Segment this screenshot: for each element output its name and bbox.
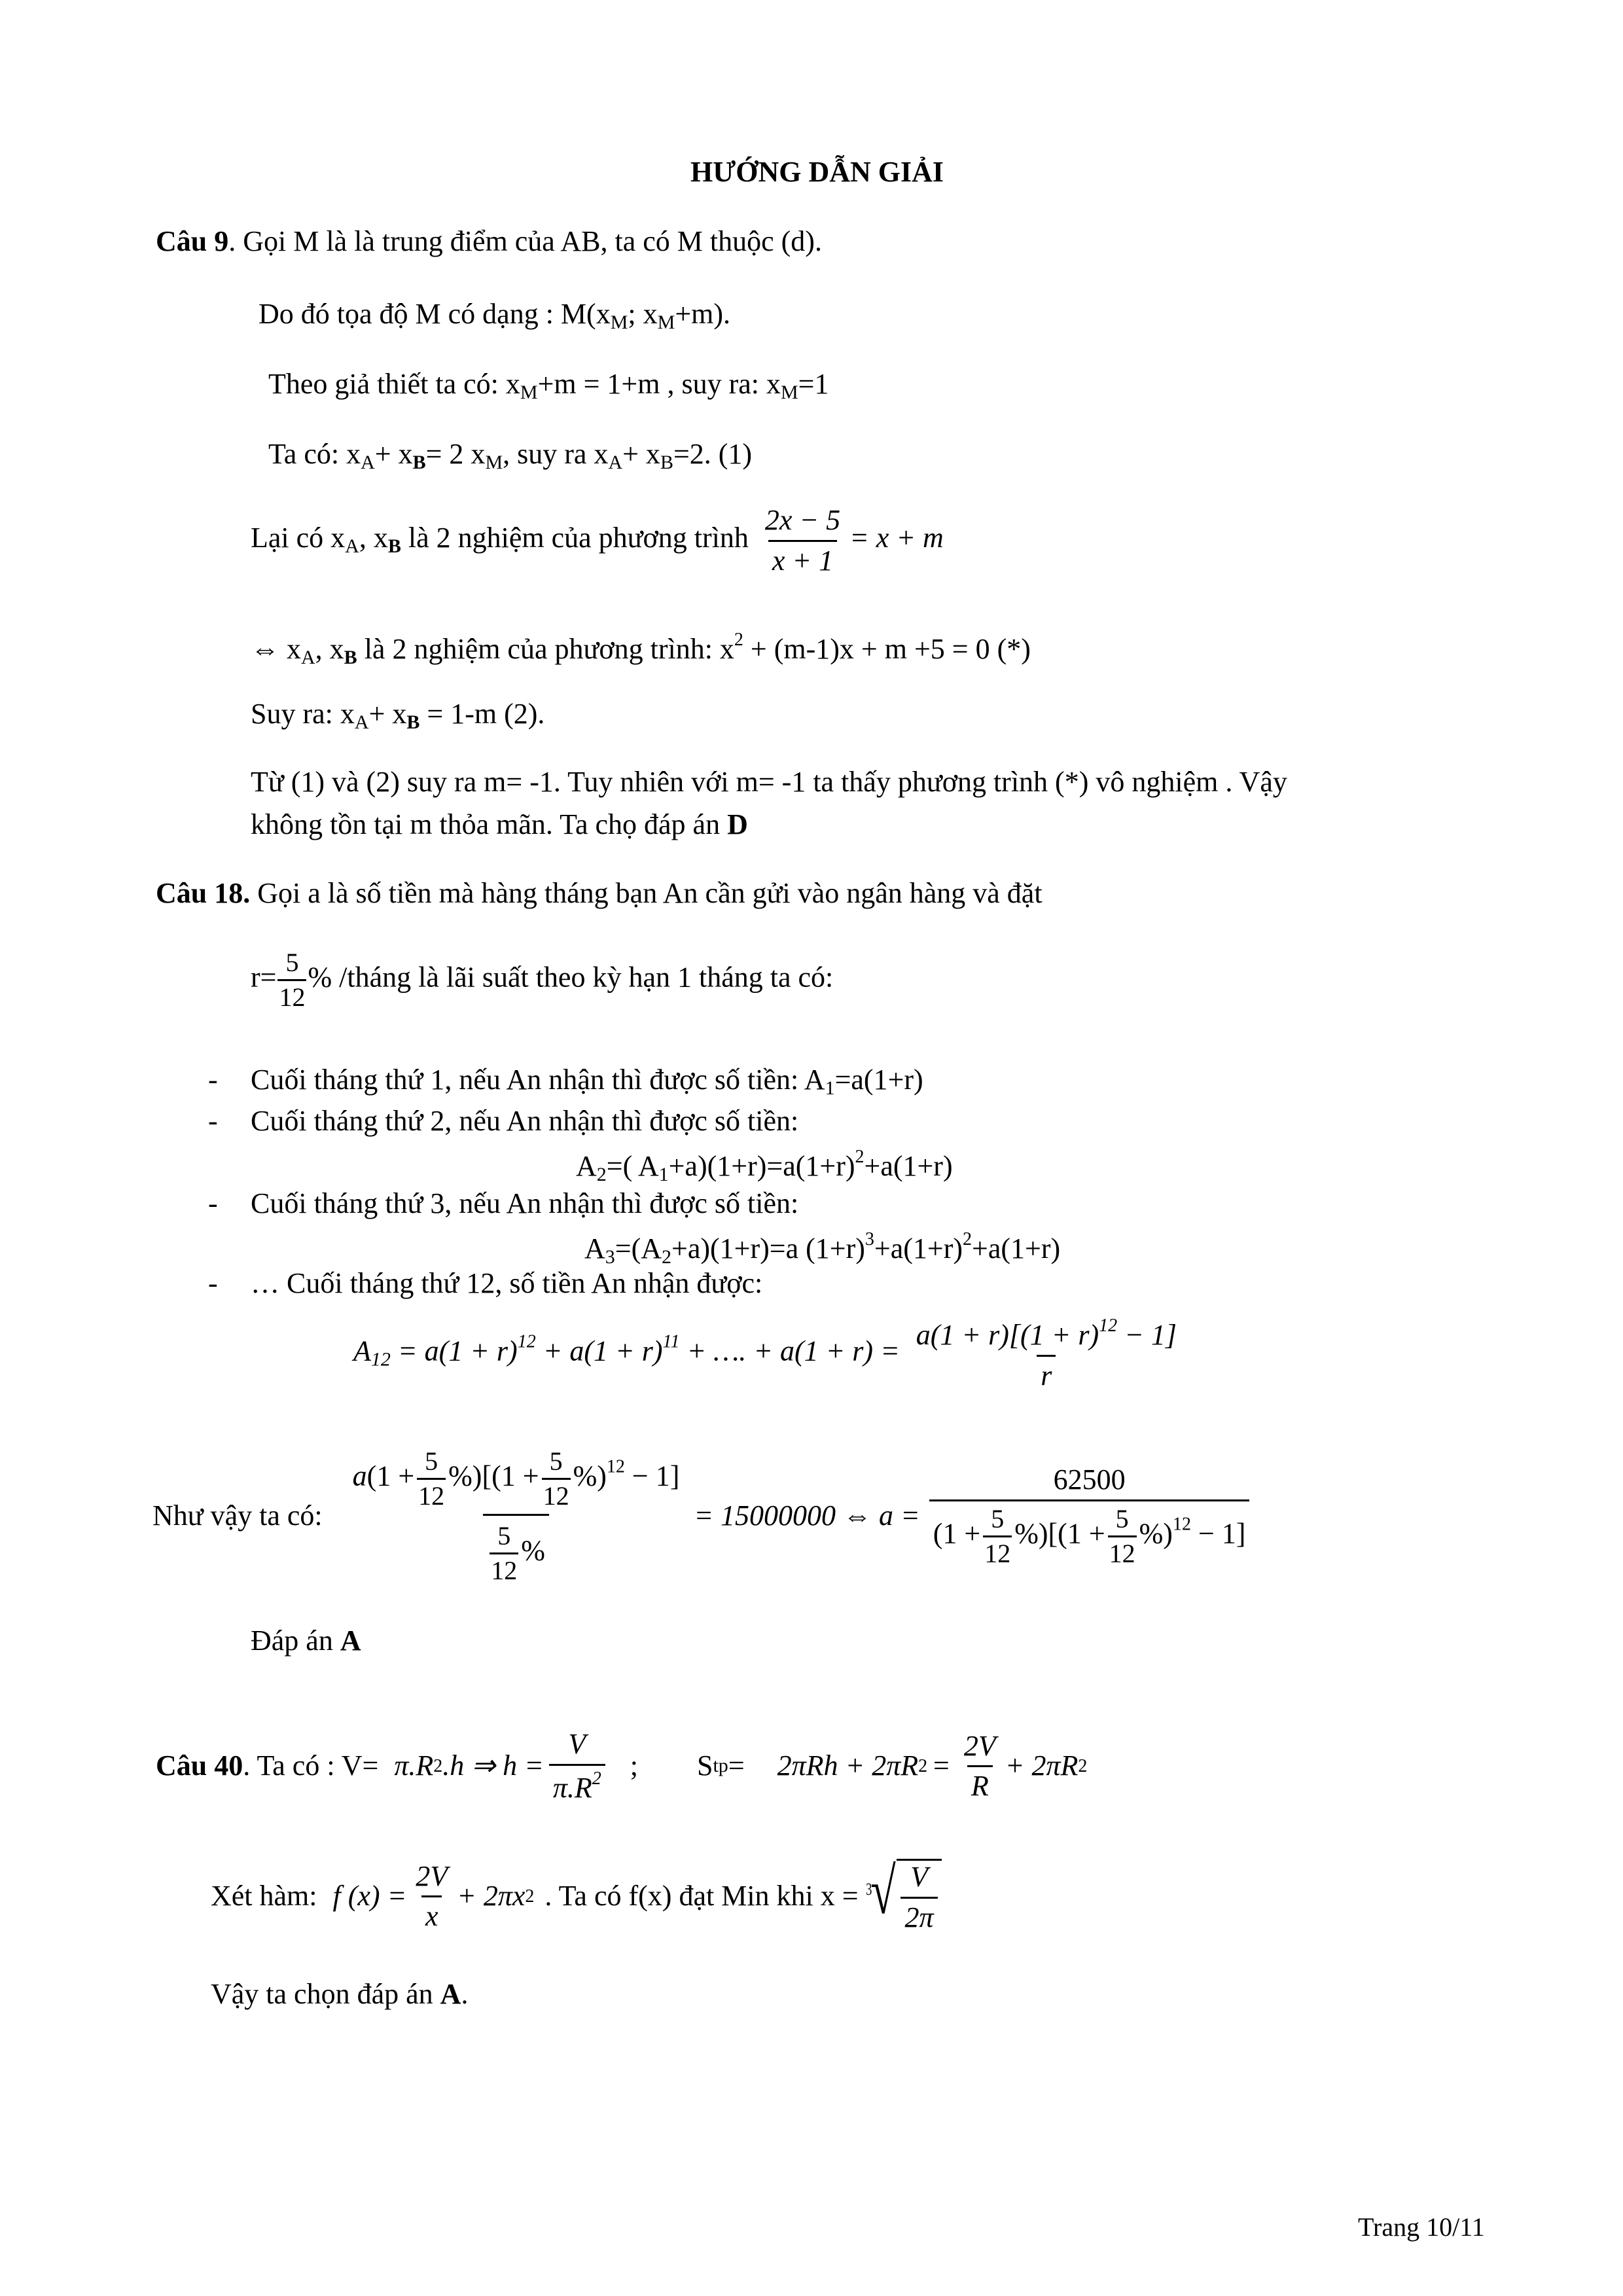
cau9-label: Câu 9 (156, 225, 229, 257)
bullet-dash: - (208, 1267, 218, 1299)
cau9-line3: Ta có: $x_A+ xB= 2$ $x_M$, suy ra $x_A+ x_B=2$. (1) (268, 438, 753, 473)
cau9-answer: D (727, 808, 748, 840)
cau9-line4: Lại có $x_A$, xB là 2 nghiệm của phương trình $\frac{2x - 5}{x + 1}$ = x + m (251, 504, 944, 577)
cau9-line5: ⇔ $x_A$, xB là 2 nghiệm của phương trình: $x^2 + (m-1)x + m +5 = 0$ (*) (251, 630, 1031, 668)
cau18-a12-formula: $A_{12} = a(1 + r)^{12} + a(1 + r)^{11}$ + …. + a(1 + r) = $\frac{a(1 + r)[(1 + r)^{12} - 1]}{r}$ (353, 1316, 1177, 1391)
cau18-rate: r= $\frac{5}{12}$ % /tháng là lãi suất theo kỳ hạn 1 tháng ta có: (251, 948, 834, 1012)
bullet-dash: - (208, 1105, 218, 1137)
cau9-line7: Từ (1) và (2) suy ra m= -1. Tuy nhiên với m= -1 ta thấy phương trình (*) vô nghiệm . Vậy (251, 766, 1287, 798)
cau40-line2: Xét hàm: f (x) = $\frac{2V}{x}$ + 2πx 2 . Ta có f(x) đạt Min khi x = √ 3 $\frac{V}{2\pi}$ (211, 1859, 942, 1934)
cau9-line1: Do đó tọa độ M có dạng : $M(x_M$; $x_M+m$). (259, 298, 731, 333)
cau18-answer: A (340, 1624, 361, 1657)
cau9-line6: Suy ra: $x_A+$ xB = 1-m (2). (251, 698, 545, 733)
cau18-bullet3: Cuối tháng thứ 3, nếu An nhận thì được số tiền: (251, 1187, 799, 1219)
cau40-conclusion: Vậy ta chọn đáp án A. (211, 1978, 469, 2010)
bullet-dash: - (208, 1187, 218, 1219)
cau9-line8: không tồn tại m thỏa mãn. Ta chọ đáp án D (251, 808, 748, 840)
cau40-label: Câu 40 (156, 1749, 243, 1782)
equation-fraction: $\frac{2x - 5}{x + 1}$ (764, 504, 841, 577)
cau18-label: Câu 18. (156, 877, 251, 909)
page-title: HƯỚNG DẪN GIẢI (690, 156, 944, 188)
cau40-line1: Câu 40 . Ta có : V= π.R 2 .h ⇒ h = $\frac{V}{\pi.R^2}$ ; S tp = 2πRh + 2πR 2 = $\frac{2V}{R}$ + 2πR 2 (156, 1728, 1088, 1804)
cube-root: √ 3 $\frac{V}{2\pi}$ (865, 1859, 942, 1934)
cau9-line2: Theo giả thiết ta có: $x_M+m = 1+m$ , suy ra: $x_M=1$ (268, 368, 829, 403)
cau9-intro: Câu 9. Gọi M là là trung điểm của AB, ta có M thuộc (d). (156, 225, 822, 257)
cau18-main-equation: Như vậy ta có: a(1 + $\frac{5}{12}$ %)[(1 + $\frac{5}{12}$ %)$^{12}$ − 1] $\frac{5}{12}$ % = 15000000 ⇔ a = 62500 (1 + $\frac{5}{12}$ %)[(1 + $\frac{5}{12}$ %)$^{12}$ − 1] (152, 1446, 1255, 1586)
cau18-bullet1: Cuối tháng thứ 1, nếu An nhận thì được số tiền: $A_1=a(1+r)$ (251, 1064, 923, 1099)
cau18-formula2: $A_2=$( $A_1+a)(1+r)=a(1+r)^2+a(1+r)$ (576, 1147, 953, 1185)
cau18-bullet4: … Cuối tháng thứ 12, số tiền An nhận được: (251, 1267, 763, 1299)
page-number: Trang 10/11 (1358, 2212, 1485, 2242)
cau40-answer: A (440, 1978, 461, 2010)
cau18-answer-line: Đáp án A (251, 1624, 361, 1657)
cau18-formula3: $A_3=(A_2+a)(1+r)=a$ $(1+r)^3+a(1+r)^2+a(1+r)$ (584, 1229, 1061, 1268)
cau18-intro: Câu 18. Gọi a là số tiền mà hàng tháng bạn An cần gửi vào ngân hàng và đặt (156, 877, 1043, 909)
bullet-dash: - (208, 1064, 218, 1096)
cau18-bullet2: Cuối tháng thứ 2, nếu An nhận thì được số tiền: (251, 1105, 799, 1137)
